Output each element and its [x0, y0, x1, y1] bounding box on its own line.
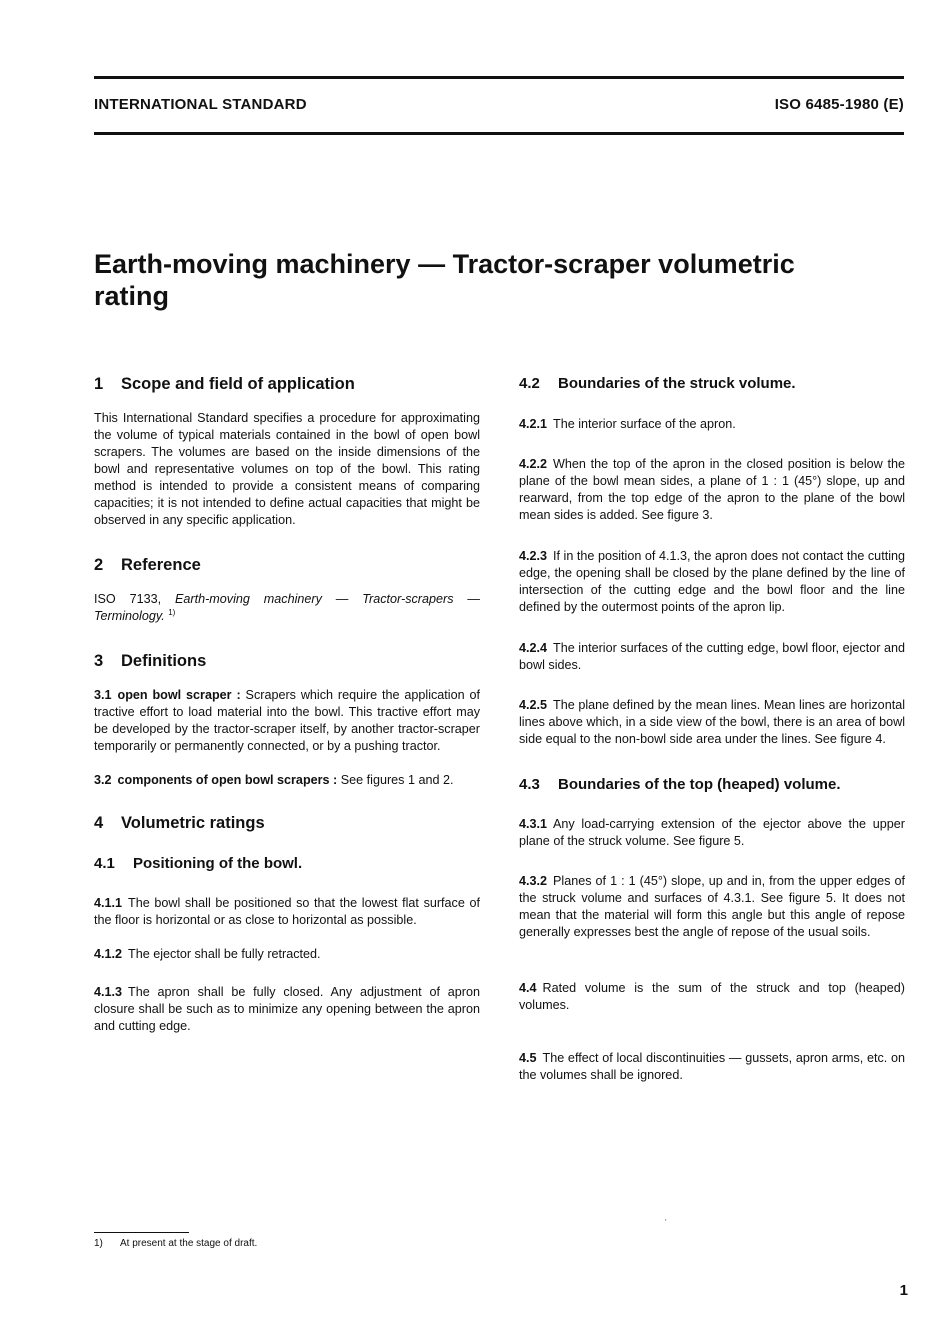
header-top-rule: [94, 76, 904, 79]
section-number: 2: [94, 556, 104, 574]
clause-4-2-5: [519, 697, 905, 748]
section-title: Definitions: [121, 652, 207, 670]
section-number: 4.3: [519, 776, 540, 793]
clause-number: 4.2.5: [519, 698, 548, 712]
clause-text: When the top of the apron in the closed position is below the plane of the bowl mean sides, a plane of 1 : 1 (45°) slope, up and rearward, from the top edge of the apron to the plane of the bowl mean sides is added. See figure 3.: [519, 457, 905, 522]
clause-number: 4.2.1: [519, 417, 548, 431]
page-number: 1: [899, 1282, 908, 1299]
section-2-paragraph: [94, 591, 480, 625]
footnote-ref: 1): [168, 608, 176, 617]
clause-text: Any load-carrying extension of the ejector above the upper plane of the struck volume. See figure 5.: [519, 817, 905, 848]
clause-text: If in the position of 4.1.3, the apron does not contact the cutting edge, the opening shall be closed by the plane defined by the line of intersection of the cutting edge and the bowl floor and the line defined by the outermost points of the apron lip.: [519, 549, 905, 614]
clause-number: 4.3.2: [519, 874, 548, 888]
section-4-heading: [94, 813, 480, 833]
subsection-4-1-heading: [94, 854, 480, 874]
section-3-heading: [94, 651, 480, 671]
section-1-heading: [94, 374, 480, 394]
clause-4-4: [519, 980, 905, 1014]
definition-text: See figures 1 and 2.: [340, 773, 454, 787]
clause-number: 4.1.3: [94, 985, 123, 999]
clause-4-1-3: [94, 984, 480, 1035]
clause-4-3-2: [519, 873, 905, 941]
clause-text: The apron shall be fully closed. Any adjustment of apron closure shall be such as to minimize any opening between the apron and cutting edge.: [94, 985, 480, 1033]
footnote: [94, 1238, 257, 1249]
clause-number: 4.3.1: [519, 817, 548, 831]
footnote-rule: [94, 1232, 189, 1233]
clause-4-2-2: [519, 456, 905, 524]
definition-3-1: [94, 687, 480, 755]
clause-text: The effect of local discontinuities — gussets, apron arms, etc. on the volumes shall be ignored.: [519, 1051, 905, 1082]
right-column: [519, 374, 905, 1084]
clause-number: 4.2.2: [519, 457, 548, 471]
clause-4-2-1: [519, 416, 905, 433]
section-title: Volumetric ratings: [121, 814, 265, 832]
clause-4-3-1: [519, 816, 905, 850]
section-number: 4.2: [519, 375, 540, 392]
section-number: 4.1: [94, 855, 115, 872]
clause-4-2-3: [519, 548, 905, 616]
clause-number: 4.2.3: [519, 549, 548, 563]
clause-number: 4.1.2: [94, 947, 123, 961]
clause-text: The bowl shall be positioned so that the lowest flat surface of the floor is horizontal or as close to horizontal as possible.: [94, 896, 480, 927]
clause-number: 3.2: [94, 773, 112, 787]
document-title: Earth-moving machinery — Tractor-scraper volumetric rating: [94, 249, 795, 311]
footnote-text: At present at the stage of draft.: [120, 1238, 258, 1249]
clause-number: 3.1: [94, 688, 112, 702]
clause-number: 4.5: [519, 1051, 537, 1065]
section-title: Boundaries of the top (heaped) volume.: [558, 776, 841, 793]
subsection-4-3-heading: [519, 775, 905, 795]
footnote-number: 1): [94, 1238, 103, 1249]
clause-text: The plane defined by the mean lines. Mean lines are horizontal lines above which, in a side view of the bowl, there is an area of bowl side equal to the non-bowl side area under the lines. See figure 4.: [519, 698, 905, 746]
clause-number: 4.1.1: [94, 896, 123, 910]
document-type-label: INTERNATIONAL STANDARD: [94, 96, 307, 113]
section-number: 3: [94, 652, 104, 670]
clause-text: Planes of 1 : 1 (45°) slope, up and in, from the upper edges of the struck volume and surfaces of 4.3.1. See figure 5. It does not mean that the material will form this angle but this angle of repose generally expresses best the angle of repose of the usual soils.: [519, 874, 905, 939]
clause-text: Rated volume is the sum of the struck and top (heaped) volumes.: [519, 981, 905, 1012]
reference-title: Earth-moving machinery — Tractor-scrapers — Terminology.: [94, 592, 480, 623]
reference-number: ISO 7133,: [94, 592, 176, 606]
section-2-heading: [94, 555, 480, 575]
clause-text: The interior surface of the apron.: [553, 417, 736, 431]
clause-4-1-1: [94, 895, 480, 929]
term: components of open bowl scrapers :: [117, 773, 338, 787]
subsection-4-2-heading: [519, 374, 905, 394]
standard-number: ISO 6485-1980 (E): [774, 96, 904, 113]
clause-4-2-4: [519, 640, 905, 674]
section-title: Boundaries of the struck volume.: [558, 375, 796, 392]
clause-number: 4.2.4: [519, 641, 548, 655]
section-title: Positioning of the bowl.: [133, 855, 303, 872]
clause-number: 4.4: [519, 981, 537, 995]
definition-text: Scrapers which require the application of tractive effort to load material into the bowl. This tractive effort may be developed by the tractor-scraper itself, by another tractor-scraper temporarily or permanently connected, or by a pushing tractor.: [94, 688, 481, 753]
section-title: Scope and field of application: [121, 375, 355, 393]
section-title: Reference: [121, 556, 201, 574]
clause-text: The ejector shall be fully retracted.: [128, 947, 321, 961]
scan-speck: ': [665, 1218, 667, 1227]
clause-4-5: [519, 1050, 905, 1084]
section-number: 4: [94, 814, 104, 832]
term: open bowl scraper :: [117, 688, 241, 702]
header-bottom-rule: [94, 132, 904, 135]
clause-text: The interior surfaces of the cutting edge, bowl floor, ejector and bowl sides.: [519, 641, 905, 672]
definition-3-2: [94, 772, 480, 789]
clause-4-1-2: [94, 946, 480, 963]
section-number: 1: [94, 375, 104, 393]
left-column: [94, 374, 480, 1035]
section-1-paragraph: This International Standard specifies a procedure for approximating the volume of typical materials contained in the bowl of open bowl scrapers. The volumes are based on the inside dimensions of the bowl and representative volumes on top of the bowl. This rating method is intended to provide a consistent means of comparing capacities; it is not intended to define actual capacities that might be observed in any specific application.: [94, 411, 480, 527]
